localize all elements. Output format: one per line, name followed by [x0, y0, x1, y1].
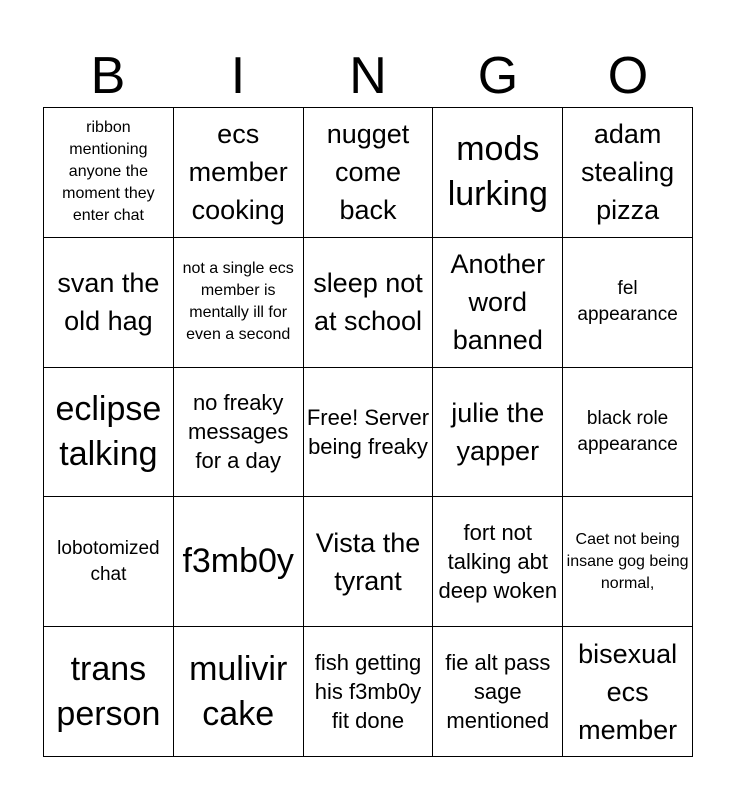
bingo-cell[interactable] — [304, 108, 434, 238]
cell-text: julie the yapper — [451, 397, 545, 466]
cell-text: Caet not being insane gog being normal, — [566, 530, 689, 592]
bingo-cell[interactable] — [174, 108, 304, 238]
cell-text: adam stealing pizza — [581, 119, 675, 226]
bingo-cell[interactable] — [563, 368, 693, 498]
title-letter-o: O — [607, 47, 649, 105]
bingo-cell[interactable] — [44, 238, 174, 368]
cell-text: Another word banned — [450, 249, 546, 356]
bingo-cell[interactable] — [44, 108, 174, 238]
title-letter-b: B — [90, 47, 126, 105]
cell-text: nugget come back — [326, 119, 410, 226]
cell-text: bisexual ecs member — [578, 638, 678, 745]
bingo-cell[interactable] — [433, 238, 563, 368]
cell-text: fish getting his f3mb0y fit done — [314, 650, 422, 734]
bingo-cell[interactable] — [174, 368, 304, 498]
bingo-cell[interactable] — [304, 368, 434, 498]
bingo-cell[interactable] — [563, 108, 693, 238]
bingo-cell[interactable] — [433, 627, 563, 757]
bingo-cell[interactable] — [174, 627, 304, 757]
cell-text: mulivir cake — [189, 649, 288, 733]
cell-text: not a single ecs member is mentally ill for even a second — [182, 260, 294, 344]
cell-text: fort not talking abt deep woken — [438, 520, 558, 604]
bingo-cell[interactable] — [174, 238, 304, 368]
bingo-cell[interactable] — [44, 627, 174, 757]
bingo-board — [43, 107, 693, 757]
cell-text: ribbon mentioning anyone the moment they enter chat — [62, 119, 155, 225]
cell-text: f3mb0y — [182, 542, 294, 581]
cell-text: lobotomized chat — [57, 537, 160, 585]
bingo-cell[interactable] — [563, 627, 693, 757]
cell-text: black role appearance — [577, 407, 678, 455]
bingo-cell[interactable] — [174, 497, 304, 627]
bingo-cell[interactable] — [304, 497, 434, 627]
cell-text: mods lurking — [447, 130, 548, 214]
bingo-cell[interactable] — [44, 368, 174, 498]
cell-text: sleep not at school — [313, 268, 423, 337]
bingo-cell[interactable] — [304, 627, 434, 757]
title-letter-n: N — [349, 47, 387, 105]
cell-text: fie alt pass sage mentioned — [445, 650, 551, 734]
cell-text: svan the old hag — [57, 268, 160, 337]
title-letter-g: G — [477, 47, 519, 105]
bingo-cell[interactable] — [433, 108, 563, 238]
cell-text: trans person — [56, 649, 161, 733]
cell-text: fel appearance — [577, 278, 678, 326]
title-letter-i: I — [230, 47, 246, 105]
bingo-cell[interactable] — [433, 368, 563, 498]
cell-text: no freaky messages for a day — [188, 390, 289, 474]
cell-text: ecs member cooking — [188, 119, 288, 226]
bingo-cell[interactable] — [304, 238, 434, 368]
cell-text: eclipse talking — [55, 389, 162, 473]
bingo-cell[interactable] — [563, 497, 693, 627]
cell-text: Vista the tyrant — [315, 527, 421, 596]
bingo-title — [43, 44, 693, 108]
bingo-cell[interactable] — [563, 238, 693, 368]
bingo-cell[interactable] — [44, 497, 174, 627]
bingo-cell[interactable] — [433, 497, 563, 627]
cell-text: Free! Server being freaky — [306, 404, 430, 459]
